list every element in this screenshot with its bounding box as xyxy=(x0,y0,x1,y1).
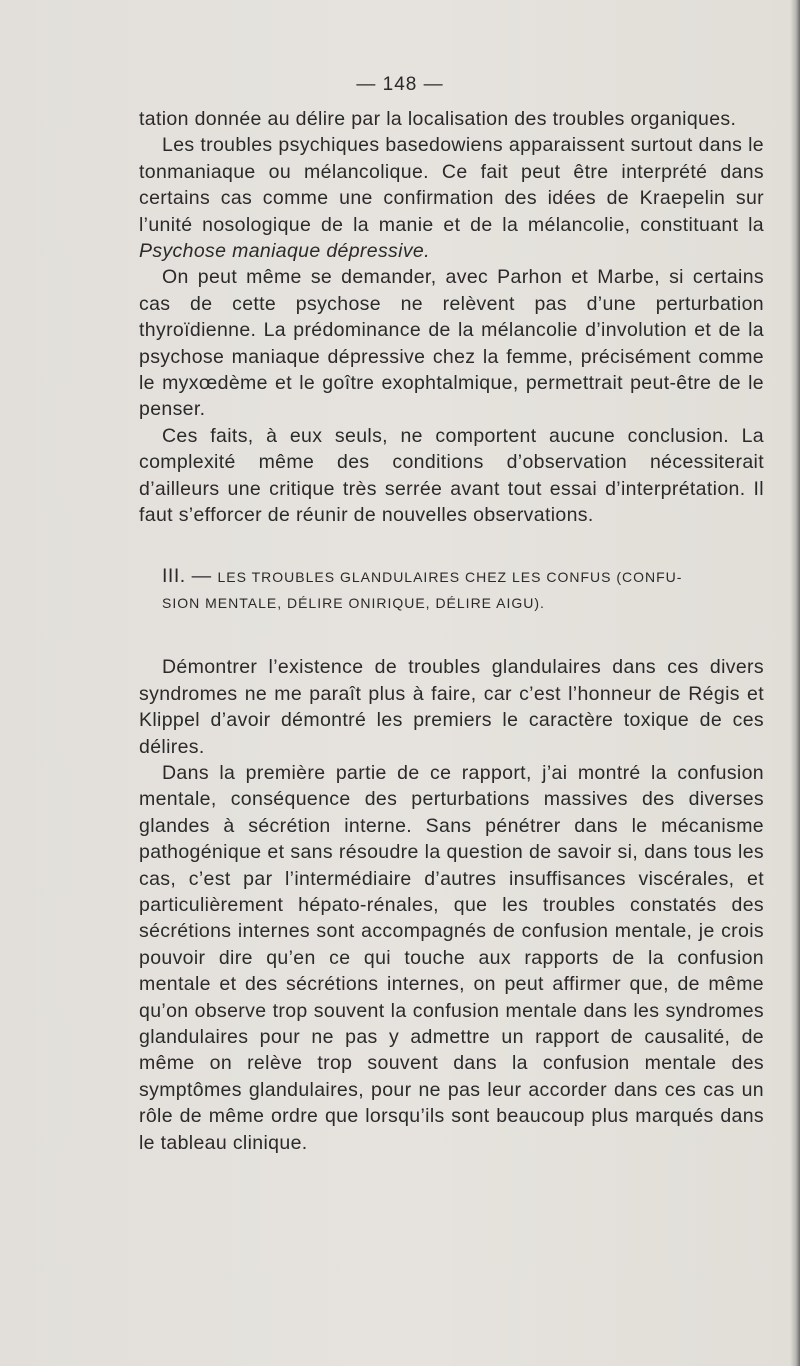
section-heading xyxy=(139,563,764,617)
paragraph-parhon-marbe: On peut même se demander, avec Parhon et Marbe, si certains cas de cette psychose ne relèvent pas d’une perturbation thyroïdienne. La prédominance de la mélancolie d’involution et de la psychose maniaque dépressive chez la femme, précisément comme le myxœdème et le goître exophtalmique, permettrait peut-être de le penser. xyxy=(139,266,764,421)
body-text xyxy=(139,106,764,1156)
section-dash: — xyxy=(185,564,218,587)
section-title-line2: SION MENTALE, DÉLIRE ONIRIQUE, DÉLIRE AIGU). xyxy=(162,594,545,611)
paragraph-premiere-partie: Dans la première partie de ce rapport, j’ai montré la confusion mentale, conséquence des perturbations massives des diverses glandes à sécrétion interne. Sans pénétrer dans le mécanisme pathogénique et sans résoudre la question de savoir si, dans tous les cas, c’est par l’intermédiaire d’autres insuffisances viscérales, et particulièrement hépato-rénales, que les troubles constatés des sécrétions internes sont accompagnés de confusion mentale, je crois pouvoir dire qu’en ce qui touche aux rapports de la confusion mentale et des sécrétions internes, on peut affirmer que, de même qu’on observe trop souvent la confusion mentale dans les syndromes glandulaires pour ne pas y admettre un rapport de causalité, de même on relève trop souvent dans la confusion mentale des symptômes glandulaires, pour ne pas leur accorder dans ces cas un rôle de même ordre que lorsqu’ils sont beaucoup plus marqués dans le tableau clinique. xyxy=(139,761,764,1154)
paragraph-continuation: tation donnée au délire par la localisation des troubles organiques. xyxy=(139,108,737,130)
paragraph-basedow xyxy=(139,132,764,264)
page-number: — 148 — xyxy=(356,74,444,95)
section-title-line1: LES TROUBLES GLANDULAIRES CHEZ LES CONFUS (CONFU- xyxy=(217,568,683,585)
page-edge-shadow xyxy=(790,0,800,1366)
section-numeral: III. xyxy=(162,564,186,587)
paragraph-demontrer: Démontrer l’existence de troubles glandulaires dans ces divers syndromes ne me paraît plus à faire, car c’est l’honneur de Régis et Klippel d’avoir démontré les premiers le caractère toxique de ces délires. xyxy=(139,656,764,758)
paragraph-basedow-text: Les troubles psychiques basedowiens apparaissent surtout dans le tonmaniaque ou mélancolique. Ce fait peut être interprété dans certains cas comme une confirmation des idées de Kraepelin sur l’unité nosologique de la manie et de la mélancolie, constituant la xyxy=(139,134,764,236)
paragraph-conclusion: Ces faits, à eux seuls, ne comportent aucune conclusion. La complexité même des conditions d’observation nécessiterait d’ailleurs une critique très serrée avant tout essai d’interprétation. Il faut s’efforcer de réunir de nouvelles observations. xyxy=(139,424,764,527)
section-heading-line1 xyxy=(162,563,764,590)
italic-term: Psychose maniaque dépressive. xyxy=(139,240,430,263)
